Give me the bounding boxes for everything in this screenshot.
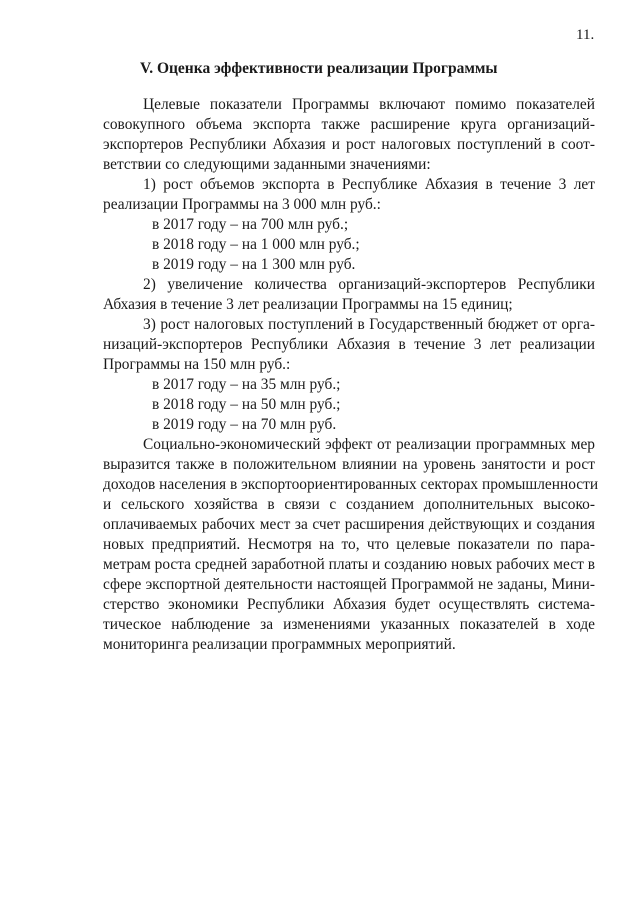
text-line: Абхазия в течение 3 лет реализации Программы на 15 единиц;	[103, 296, 513, 313]
text-line: экспортеров Республики Абхазия и рост налоговых поступлений в соот-	[103, 136, 595, 153]
text-line: совокупного объема экспорта также расширение круга организаций-	[103, 116, 595, 133]
text-line: сфере экспортной деятельности настоящей Программой не заданы, Мини-	[103, 576, 595, 593]
text-line: Целевые показатели Программы включают помимо показателей	[143, 96, 595, 113]
list-item: в 2017 году – на 35 млн руб.;	[152, 376, 341, 393]
list-item: в 2019 году – на 1 300 млн руб.	[152, 256, 356, 273]
text-line: и сельского хозяйства в связи с созданием дополнительных высоко-	[103, 496, 595, 513]
text-line: оплачиваемых рабочих мест за счет расширения действующих и создания	[103, 516, 595, 533]
list-item: в 2018 году – на 50 млн руб.;	[152, 396, 341, 413]
list-item: в 2018 году – на 1 000 млн руб.;	[152, 236, 360, 253]
text-line: низаций-экспортеров Республики Абхазия в течение 3 лет реализации	[103, 336, 595, 353]
text-line: выразится также в положительном влиянии на уровень занятости и рост	[103, 456, 595, 473]
text-line: 3) рост налоговых поступлений в Государственный бюджет от орга-	[143, 316, 595, 333]
text-line: мониторинга реализации программных мероприятий.	[103, 636, 456, 653]
page-number: 11.	[576, 27, 595, 43]
text-line: ветствии со следующими заданными значениями:	[103, 156, 431, 173]
text-line: реализации Программы на 3 000 млн руб.:	[103, 196, 381, 213]
text-line: 2) увеличение количества организаций-экспортеров Республики	[143, 276, 595, 293]
section-title: V. Оценка эффективности реализации Программы	[140, 60, 498, 77]
text-line: Социально-экономический эффект от реализации программных мер	[143, 436, 595, 453]
text-line: 1) рост объемов экспорта в Республике Абхазия в течение 3 лет	[143, 176, 595, 193]
text-line: стерство экономики Республики Абхазия будет осуществлять система-	[103, 596, 595, 613]
text-line: тическое наблюдение за изменениями указанных показателей в ходе	[103, 616, 595, 633]
text-line: метрам роста средней заработной платы и созданию новых рабочих мест в	[103, 556, 595, 573]
text-line: доходов населения в экспортоориентированных секторах промышленности	[103, 476, 599, 493]
list-item: в 2019 году – на 70 млн руб.	[152, 416, 337, 433]
text-line: новых предприятий. Несмотря на то, что целевые показатели по пара-	[103, 536, 595, 553]
text-line: Программы на 150 млн руб.:	[103, 356, 291, 373]
list-item: в 2017 году – на 700 млн руб.;	[152, 216, 349, 233]
